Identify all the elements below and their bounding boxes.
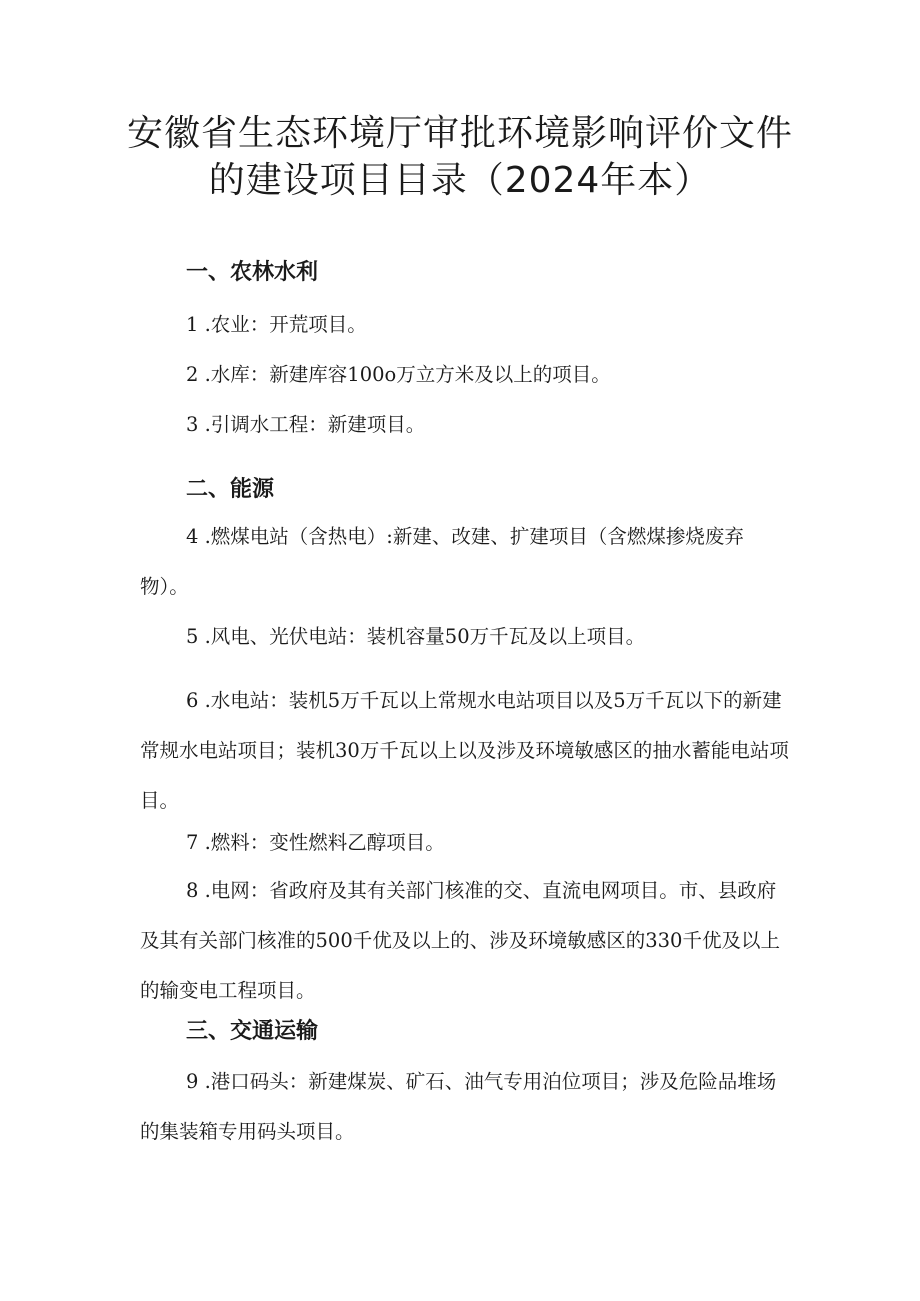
document-title-line-1: 安徽省生态环境厅审批环境影响评价文件	[126, 113, 793, 154]
list-item-1-agriculture: 1 .农业：开荒项目。	[186, 313, 367, 336]
list-item-2-reservoir: 2 .水库：新建库容100o万立方米及以上的项目。	[186, 363, 611, 386]
section-heading-agriculture-water: 一、农林水利	[186, 260, 319, 285]
list-item-8-power-grid: 8 .电网：省政府及其有关部门核准的交、直流电网项目。市、县政府及其有关部门核准的500千优及以上的、涉及环境敏感区的330千优及以上的输变电工程项目。	[140, 879, 780, 1002]
section-heading-energy: 二、能源	[186, 477, 275, 502]
document-title-line-2: 的建设项目目录（2024年本）	[208, 160, 712, 201]
list-item-5-wind-solar: 5 .风电、光伏电站：装机容量50万千瓦及以上项目。	[186, 625, 646, 648]
list-item-6-hydropower: 6 .水电站：装机5万千瓦以上常规水电站项目以及5万千瓦以下的新建常规水电站项目；装机30万千瓦以上以及涉及环境敏感区的抽水蓄能电站项目。	[140, 689, 789, 812]
section-heading-transport: 三、交通运输	[186, 1019, 319, 1044]
list-item-3-water-diversion: 3 .引调水工程：新建项目。	[186, 413, 426, 436]
list-item-4-coal-power: 4 .燃煤电站（含热电）:新建、改建、扩建项目（含燃煤掺烧废弃物）。	[140, 525, 744, 598]
list-item-9-port-terminal: 9 .港口码头：新建煤炭、矿石、油气专用泊位项目；涉及危险品堆场的集装箱专用码头项目。	[140, 1070, 777, 1143]
list-item-7-fuel: 7 .燃料：变性燃料乙醇项目。	[186, 831, 445, 854]
